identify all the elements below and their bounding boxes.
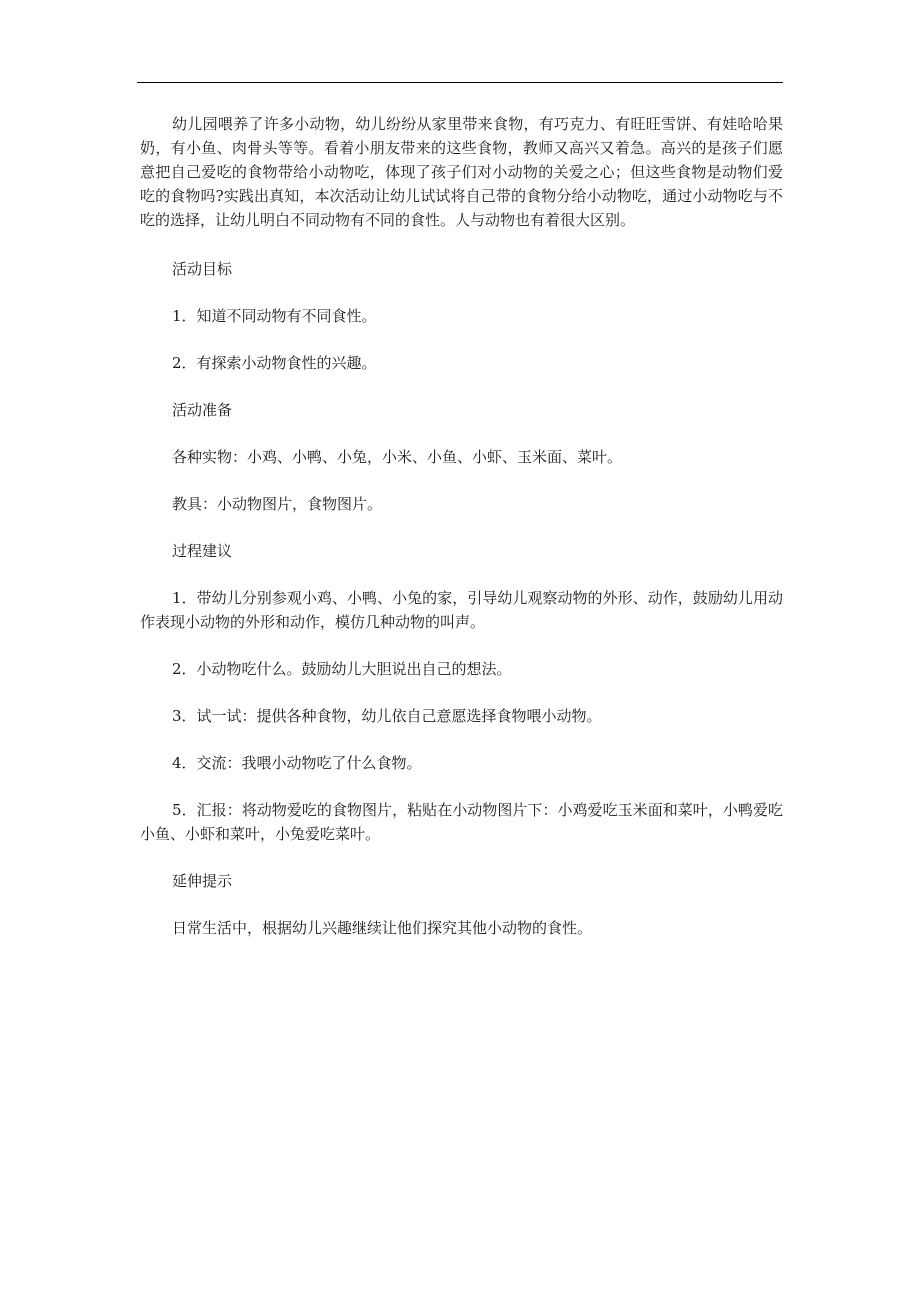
- extension-paragraph: 日常生活中，根据幼儿兴趣继续让他们探究其他小动物的食性。: [172, 919, 593, 937]
- process-step-1: 1．带幼儿分别参观小鸡、小鸭、小兔的家，引导幼儿观察动物的外形、动作，鼓励幼儿用动作表现小动物的外形和动作，模仿几种动物的叫声。: [140, 589, 783, 631]
- prep-materials: 各种实物：小鸡、小鸭、小兔，小米、小鱼、小虾、玉米面、菜叶。: [172, 448, 623, 466]
- header-rule: [137, 82, 783, 83]
- process-step-5: 5．汇报：将动物爱吃的食物图片，粘贴在小动物图片下：小鸡爱吃玉米面和菜叶，小鸭爱吃小鱼、小虾和菜叶，小兔爱吃菜叶。: [140, 801, 783, 843]
- intro-paragraph: 幼儿园喂养了许多小动物，幼儿纷纷从家里带来食物，有巧克力、有旺旺雪饼、有娃哈哈果奶，有小鱼、肉骨头等等。看着小朋友带来的这些食物，教师又高兴又着急。高兴的是孩子们愿意把自己爱吃的食物带给小动物吃，体现了孩子们对小动物的关爱之心；但这些食物是动物们爱吃的食物吗?实践出真知，本次活动让幼儿试试将自己带的食物分给小动物吃，通过小动物吃与不吃的选择，让幼儿明白不同动物有不同的食性。人与动物也有着很大区别。: [140, 115, 783, 229]
- process-step-2: 2．小动物吃什么。鼓励幼儿大胆说出自己的想法。: [172, 660, 512, 678]
- document-body: [140, 112, 783, 963]
- goal-item-1: 1．知道不同动物有不同食性。: [172, 307, 377, 325]
- prep-heading: 活动准备: [172, 401, 233, 419]
- process-heading: 过程建议: [172, 542, 233, 560]
- goal-item-2: 2．有探索小动物食性的兴趣。: [172, 354, 377, 372]
- prep-teaching-aids: 教具：小动物图片，食物图片。: [172, 495, 383, 513]
- extension-heading: 延伸提示: [172, 872, 233, 890]
- goals-heading: 活动目标: [172, 260, 233, 278]
- process-step-3: 3．试一试：提供各种食物，幼儿依自己意愿选择食物喂小动物。: [172, 707, 602, 725]
- process-step-4: 4．交流：我喂小动物吃了什么食物。: [172, 754, 422, 772]
